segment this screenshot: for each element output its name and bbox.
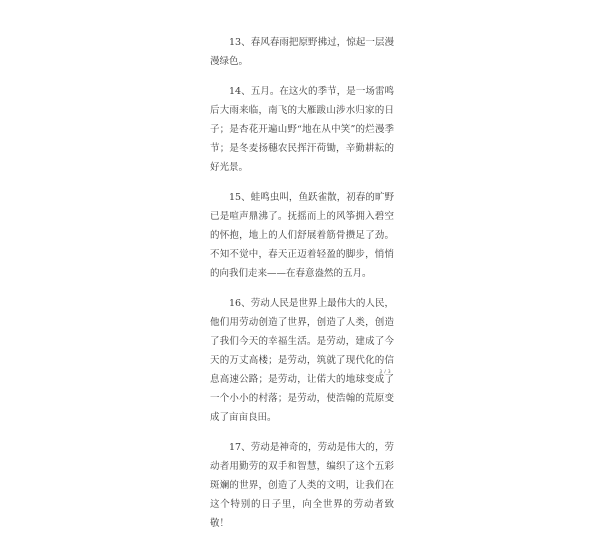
paragraph-14: 14、五月。在这火的季节，是一场雷鸣后大雨来临，南飞的大雁跋山涉水归家的日子；是杏花开遍山野“地在从中笑”的烂漫季节；是冬麦扬穗农民挥汗荷锄，辛勤耕耘的好光景。 [210, 86, 394, 173]
paragraph-17: 17、劳动是神奇的，劳动是伟大的，劳动者用勤劳的双手和智慧，编织了这个五彩斑斓的世界，创造了人类的文明，让我们在这个特别的日子里，向全世界的劳动者致敬！ [210, 442, 394, 529]
page-number: 3 / 3 [379, 369, 391, 374]
paragraph-13: 13、春风春雨把原野拂过，惊起一层漫漫绿色。 [210, 37, 394, 67]
paragraph-15: 15、蛙鸣虫叫，鱼跃雀散，初春的旷野已是喧声鼎沸了。抚摇而上的风筝拥入碧空的怀抱，地上的人们舒展着筋骨攒足了劲。不知不觉中，春天正迈着轻盈的脚步，悄悄的向我们走来——在春意盎然的五月。 [210, 192, 394, 279]
document-body [210, 33, 394, 544]
paragraph-16: 16、劳动人民是世界上最伟大的人民，他们用劳动创造了世界，创造了人类，创造了我们今天的幸福生活。是劳动，建成了今天的万丈高楼；是劳动，筑就了现代化的信息高速公路；是劳动，让偌大的地球变成了一个小小的村落；是劳动，使浩翰的荒原变成了亩亩良田。 [210, 298, 394, 423]
